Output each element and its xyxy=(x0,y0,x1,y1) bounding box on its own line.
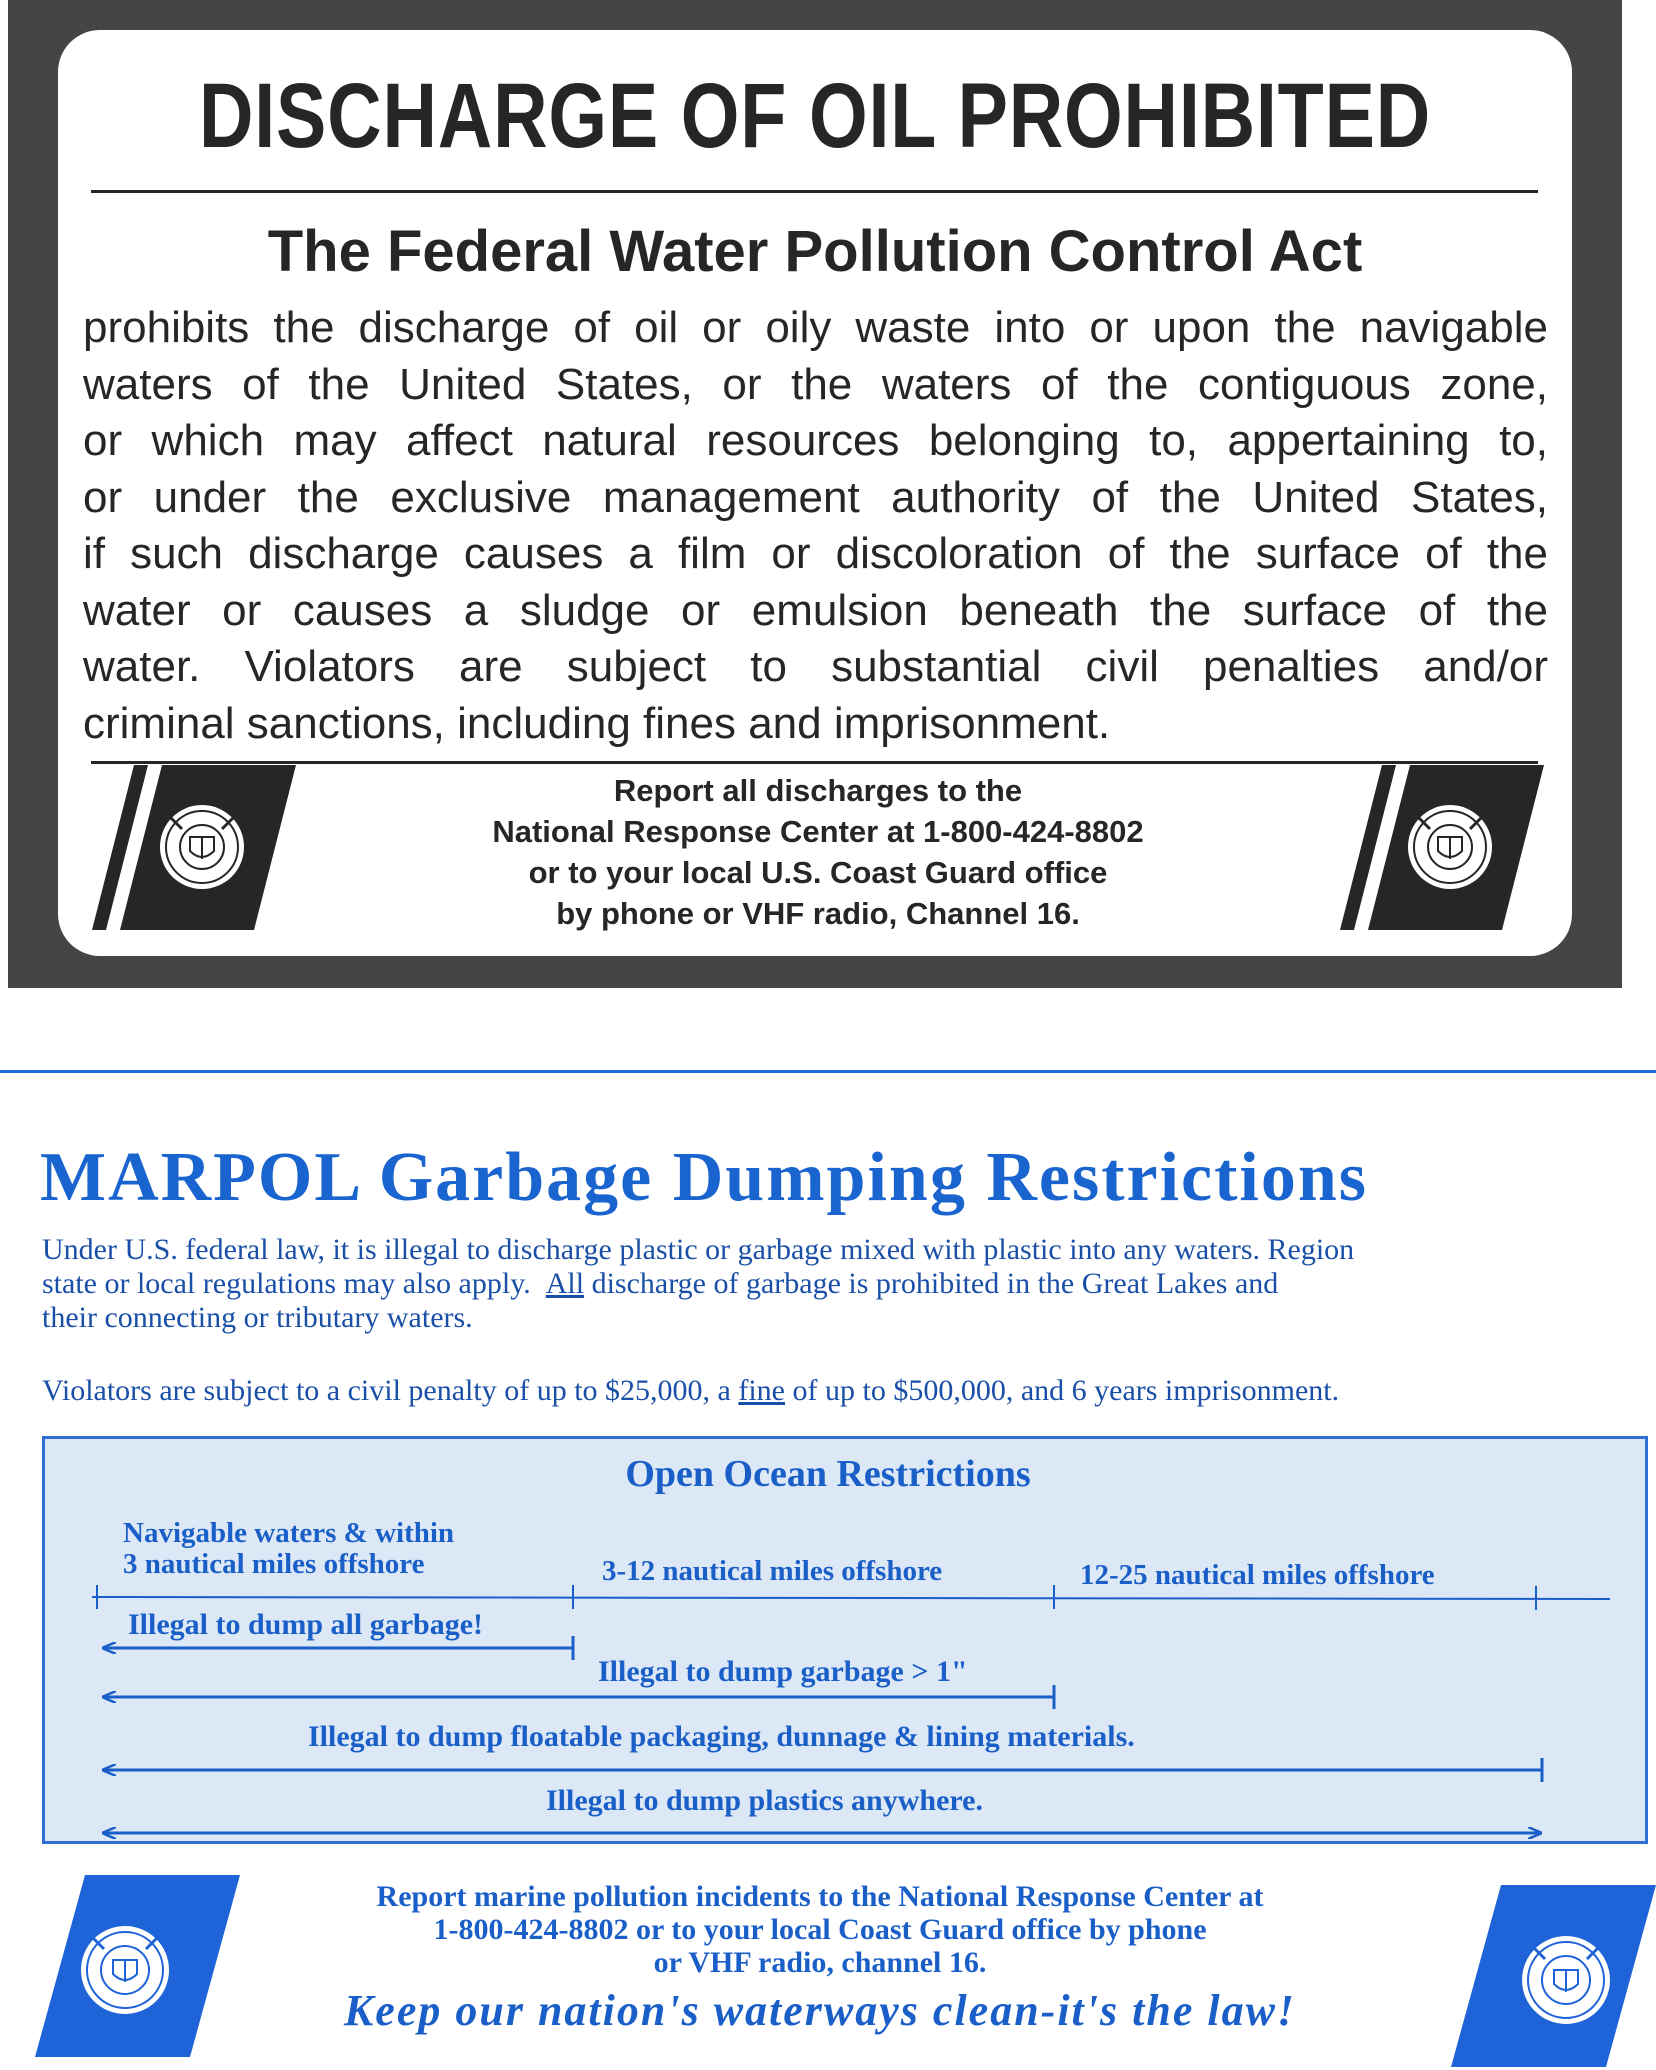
rule-label: Illegal to dump plastics anywhere. xyxy=(546,1784,983,1817)
body-line: water. Violators are subject to substantial civil penalties and/or xyxy=(83,642,1548,691)
report-line: National Response Center at 1-800-424-8802 xyxy=(492,814,1144,849)
marpol-intro xyxy=(42,1233,1652,1335)
coast-guard-seal-icon xyxy=(1446,1885,1656,2067)
report-line: or to your local U.S. Coast Guard office xyxy=(528,855,1108,890)
penalty-text: Violators are subject to a civil penalty of up to $25,000, a xyxy=(42,1374,731,1407)
oil-report-text xyxy=(378,770,1258,934)
coast-guard-seal-icon xyxy=(1330,755,1544,930)
marpol-title: MARPOL Garbage Dumping Restrictions xyxy=(40,1139,1369,1216)
zone-label-line: 3 nautical miles offshore xyxy=(123,1548,425,1580)
body-line: or under the exclusive management authority of the United States, xyxy=(83,472,1548,522)
oil-placard-title: DISCHARGE OF OIL PROHIBITED xyxy=(198,65,1432,167)
oil-placard-body xyxy=(83,300,1548,752)
oil-placard-subtitle: The Federal Water Pollution Control Act xyxy=(267,219,1363,284)
rule-label: Illegal to dump floatable packaging, dunnage & lining materials. xyxy=(308,1720,1135,1753)
rule-label: Illegal to dump all garbage! xyxy=(128,1608,484,1641)
report-line: Report all discharges to the xyxy=(613,773,1023,808)
body-line: water or causes a sludge or emulsion beneath the surface of the xyxy=(83,585,1548,635)
marpol-slogan: Keep our nation's waterways clean-it's the law! xyxy=(343,1986,1297,2035)
marpol-penalty xyxy=(42,1374,1339,1408)
divider xyxy=(91,761,1538,764)
report-line: or VHF radio, channel 16. xyxy=(653,1946,987,1979)
body-line: waters of the United States, or the waters of the contiguous zone, xyxy=(83,359,1548,409)
zone-label: 3-12 nautical miles offshore xyxy=(602,1555,943,1587)
zone-label-line: Navigable waters & within xyxy=(123,1517,455,1549)
body-line: criminal sanctions, including fines and imprisonment. xyxy=(83,698,1111,748)
divider xyxy=(91,190,1538,193)
penalty-text: of up to $500,000, and 6 years imprisonment. xyxy=(792,1374,1340,1407)
intro-line: their connecting or tributary waters. xyxy=(42,1301,473,1334)
body-line: if such discharge causes a film or discoloration of the surface of the xyxy=(83,529,1548,578)
emphasis-all: All xyxy=(545,1267,585,1300)
intro-line: Under U.S. federal law, it is illegal to discharge plastic or garbage mixed with plastic into any waters. Region xyxy=(42,1233,1355,1266)
marpol-report-text xyxy=(250,1880,1390,1979)
rule-label: Illegal to dump garbage > 1" xyxy=(598,1655,968,1688)
zone-label: 12-25 nautical miles offshore xyxy=(1080,1559,1435,1591)
report-line: by phone or VHF radio, Channel 16. xyxy=(556,896,1080,931)
report-line: Report marine pollution incidents to the National Response Center at xyxy=(376,1880,1264,1913)
intro-line xyxy=(42,1267,1652,1301)
report-line: 1-800-424-8802 or to your local Coast Guard office by phone xyxy=(433,1913,1207,1946)
intro-text: state or local regulations may also apply. xyxy=(42,1267,531,1300)
emphasis-fine: fine xyxy=(738,1374,785,1407)
intro-text: discharge of garbage is prohibited in the Great Lakes and xyxy=(591,1267,1279,1300)
body-line: or which may affect natural resources belonging to, appertaining to, xyxy=(83,416,1548,465)
body-line: prohibits the discharge of oil or oily waste into or upon the navigable xyxy=(83,303,1548,352)
open-ocean-title: Open Ocean Restrictions xyxy=(625,1453,1031,1495)
coast-guard-seal-icon xyxy=(82,755,296,930)
coast-guard-seal-icon xyxy=(30,1875,240,2057)
zone-label xyxy=(123,1518,454,1580)
